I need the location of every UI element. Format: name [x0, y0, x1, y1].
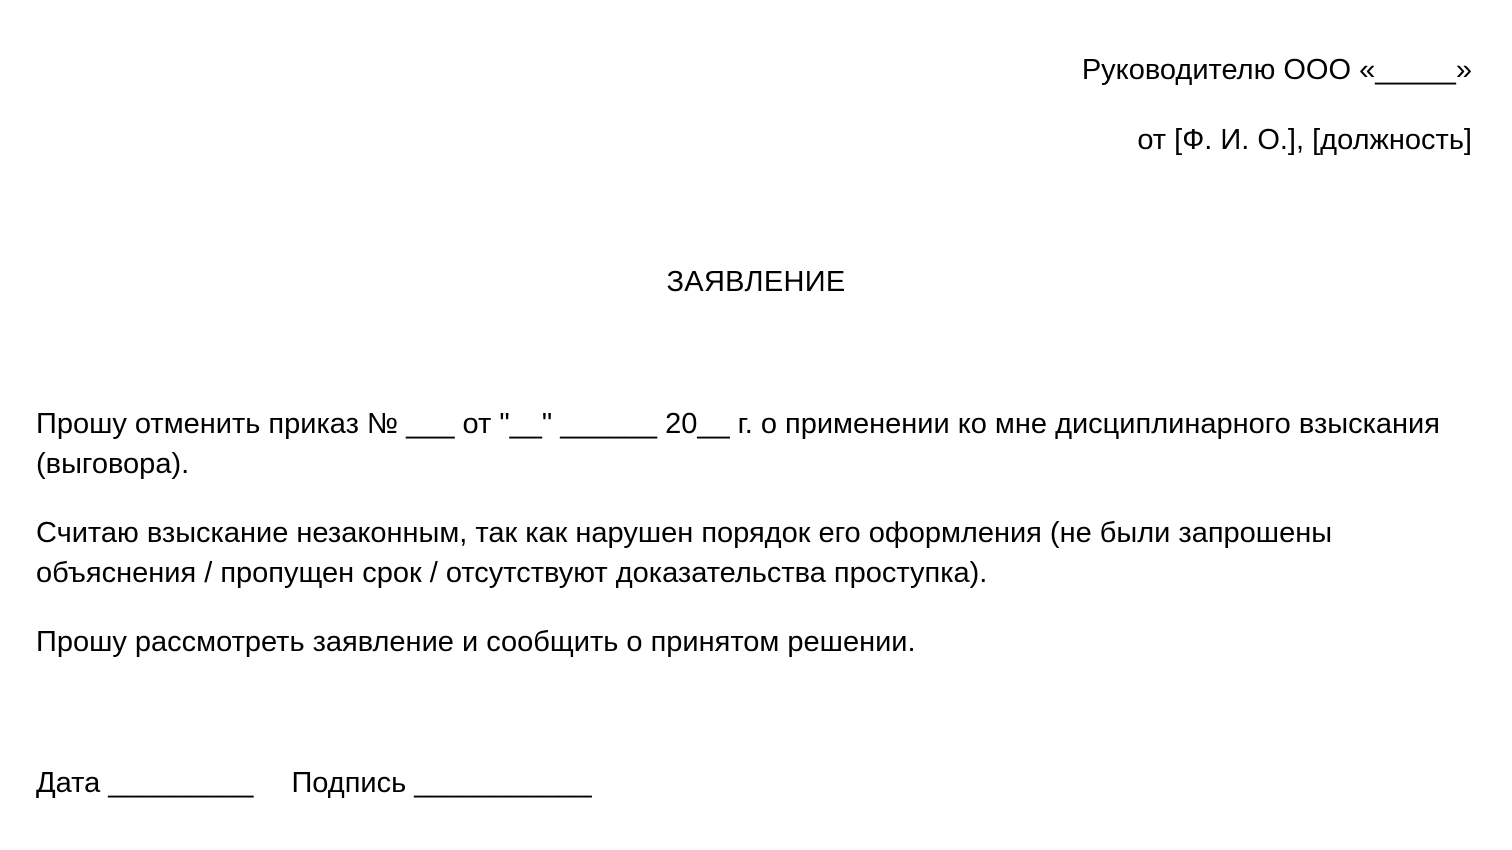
- closing-paragraph: Прошу рассмотреть заявление и сообщить о принятом решении.: [36, 626, 916, 658]
- recipient-line: Руководителю ООО «_____»: [1081, 54, 1472, 86]
- date-field: Дата _________: [36, 767, 254, 799]
- request-paragraph: Прошу отменить приказ № ___ от "__" ______ 20__ г. о применении ко мне дисциплинарного взыскания (выговора).: [36, 408, 1440, 480]
- document-title: ЗАЯВЛЕНИЕ: [666, 266, 846, 298]
- signature-field: Подпись ___________: [291, 767, 592, 799]
- sender-line: от [Ф. И. О.], [должность]: [1137, 124, 1472, 156]
- signature-row: [36, 763, 592, 803]
- reason-paragraph: Считаю взыскание незаконным, так как нарушен порядок его оформления (не были запрошены объяснения / пропущен срок / отсутствуют доказательства проступка).: [36, 517, 1333, 589]
- addressee-block: [1082, 50, 1472, 160]
